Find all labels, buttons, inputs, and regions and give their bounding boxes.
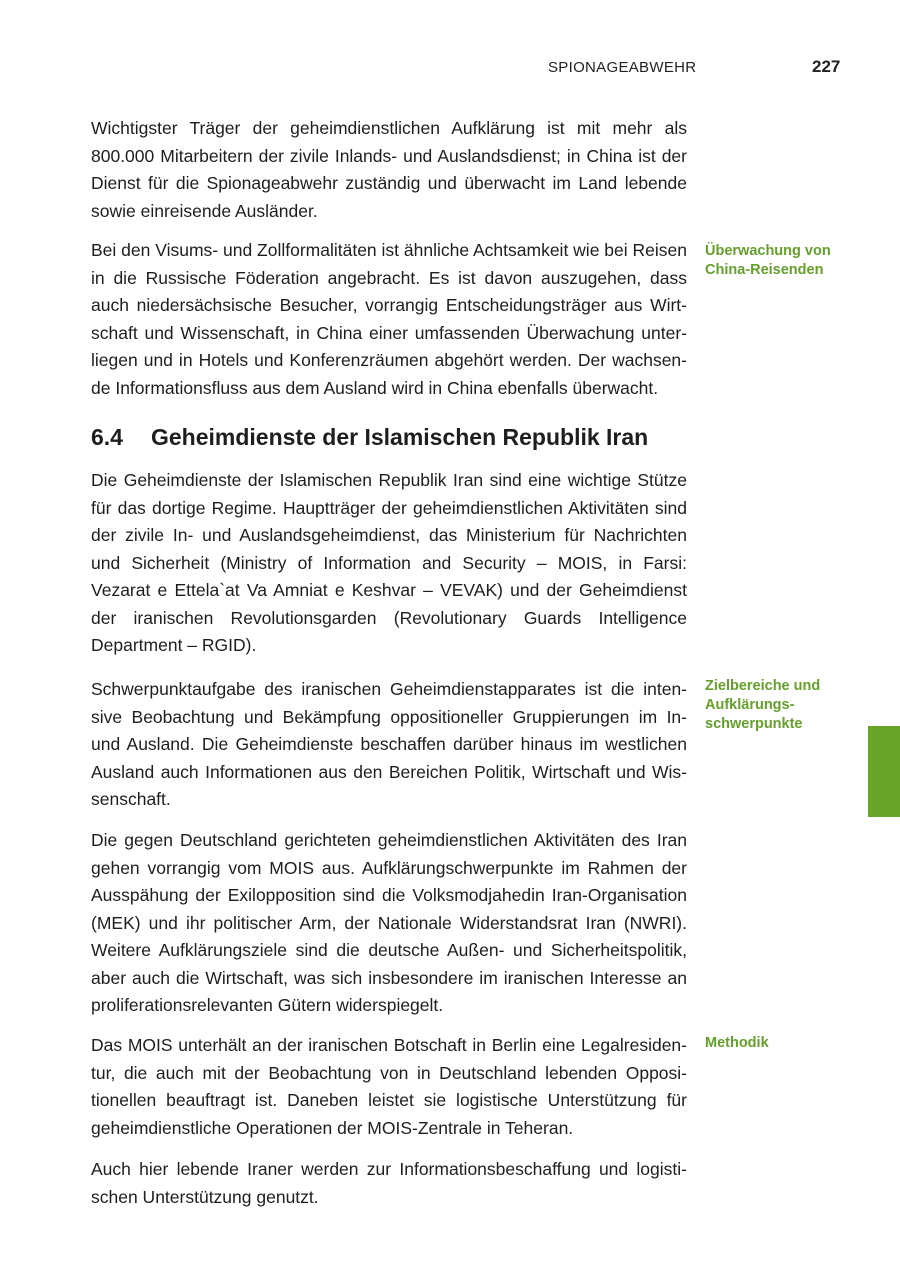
chapter-thumb-tab bbox=[868, 726, 900, 817]
margin-note-china-travel: Überwachung von China-Reisenden bbox=[705, 243, 831, 278]
margin-note-methods: Methodik bbox=[705, 1035, 769, 1051]
section-number: 6.4 bbox=[91, 424, 123, 450]
paragraph-china-intro: Wichtigster Träger der geheimdienstlichen Aufklärung ist mit mehr als 800.000 Mitarbeitern der zivile Inlands- und Auslandsdienst; in China ist der Dienst für die Spionageabwehr zuständig und überwacht im Land lebende sowie einreisende Ausländer. bbox=[91, 118, 687, 221]
page-number: 227 bbox=[812, 57, 841, 76]
paragraph-iran-residents: Auch hier lebende Iraner werden zur Informationsbeschaffung und logistischen Unterstützung genutzt. bbox=[91, 1159, 687, 1207]
paragraph-iran-mois: Das MOIS unterhält an der iranischen Botschaft in Berlin eine Legalresidentur, die auch mit der Beobachtung von in Deutschland lebenden Oppositionellen beauftragt ist. Daneben leistet sie logistische Unterstützung für geheimdienstliche Operationen der MOIS-Zentrale in Teheran. bbox=[91, 1035, 687, 1138]
paragraph-iran-intro: Die Geheimdienste der Islamischen Republik Iran sind eine wichtige Stütze für das dortige Regime. Hauptträger der geheimdienstlichen Aktivitäten sind der zivile In- und Auslandsgeheimdienst, das Ministerium für Nachrichten und Sicherheit (Ministry of Information and Security – MOIS, in Farsi: Vezarat e Ettela`at Va Amniat e Keshvar – VEVAK) und der Geheimdienst der iranischen Revolutionsgarden (Revolutionary Guards Intelligence Department – RGID). bbox=[91, 470, 687, 655]
section-title: Geheimdienste der Islamischen Republik Iran bbox=[151, 424, 649, 450]
margin-note-target-areas: Zielbereiche und Aufklärungs-schwerpunkte bbox=[705, 678, 821, 732]
running-head: SPIONAGEABWEHR bbox=[548, 59, 697, 76]
paragraph-iran-germany: Die gegen Deutschland gerichteten geheimdienstlichen Aktivitäten des Iran gehen vorrangig vom MOIS aus. Aufklärungschwerpunkte im Rahmen der Ausspähung der Exilopposition sind die Volksmodjahedin Iran-Organisation (MEK) und ihr politischer Arm, der Nationale Widerstandsrat Iran (NWRI). Weitere Aufklärungsziele sind die deutsche Außen- und Sicherheitspolitik, aber auch die Wirtschaft, was sich insbesondere im iranischen Interesse an proliferationsrelevanten Gütern widerspiegelt. bbox=[91, 830, 687, 1015]
paragraph-china-travel: Bei den Visums- und Zollformalitäten ist ähnliche Achtsamkeit wie bei Reisen in die Russische Föderation angebracht. Es ist davon auszugehen, dass auch niedersächsische Besucher, vorrangig Entscheidungsträger aus Wirtschaft und Wissenschaft, in China einer umfassenden Überwachung unterliegen und in Hotels und Konferenzräumen abgehört werden. Der wachsende Informationsfluss aus dem Ausland wird in China ebenfalls überwacht. bbox=[91, 240, 687, 398]
paragraph-iran-tasks: Schwerpunktaufgabe des iranischen Geheimdienstapparates ist die intensive Beobachtung und Bekämpfung oppositioneller Gruppierungen im In- und Ausland. Die Geheimdienste beschaffen darüber hinaus im westlichen Ausland auch Informationen aus den Bereichen Politik, Wirtschaft und Wissenschaft. bbox=[91, 679, 687, 809]
section-heading bbox=[91, 424, 648, 451]
